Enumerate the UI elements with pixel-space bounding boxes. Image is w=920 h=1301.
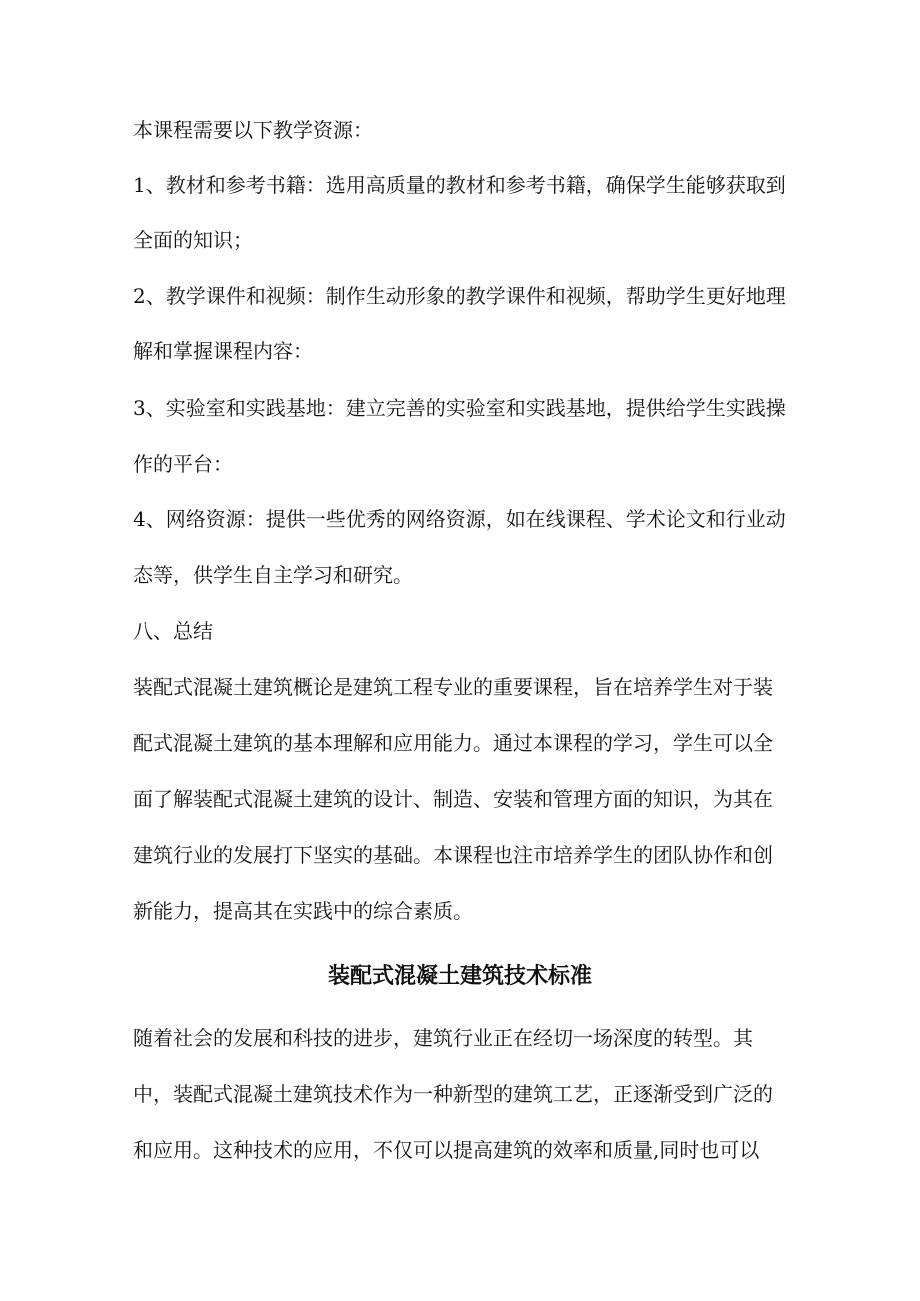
text-line: 3、实验室和实践基地：建立完善的实验室和实践基地，提供给学生实践操 xyxy=(133,396,786,420)
text-line: 态等，供学生自主学习和研究。 xyxy=(133,563,413,587)
text-line: 装配式混凝土建筑概论是建筑工程专业的重要课程，旨在培养学生对于装 xyxy=(133,675,773,699)
text-line: 4、网络资源：提供一些优秀的网络资源，如在线课程、学术论文和行业动 xyxy=(133,507,786,531)
text-line: 新能力，提高其在实践中的综合素质。 xyxy=(133,899,473,923)
text-line: 作的平台： xyxy=(133,452,233,476)
section-heading: 八、总结 xyxy=(133,619,213,643)
text-line: 面了解装配式混凝土建筑的设计、制造、安装和管理方面的知识，为其在 xyxy=(133,787,773,811)
text-line: 建筑行业的发展打下坚实的基础。本课程也注市培养学生的团队协作和创 xyxy=(133,843,773,867)
text-line: 随着社会的发展和科技的进步，建筑行业正在经切一场深度的转型。其 xyxy=(133,1026,753,1050)
text-line: 和应用。这种技术的应用，不仅可以提高建筑的效率和质量,同时也可以 xyxy=(133,1138,760,1162)
text-line: 中，装配式混凝土建筑技术作为一种新型的建筑工艺，正逐渐受到广泛的 xyxy=(133,1082,773,1106)
text-line: 1、教材和参考书籍：选用高质量的教材和参考书籍，确保学生能够获取到 xyxy=(133,173,786,197)
document-title: 装配式混凝土建筑技术标准 xyxy=(327,964,592,989)
text-line: 2、教学课件和视频：制作生动形象的教学课件和视频，帮助学生更好地理 xyxy=(133,284,786,308)
text-line: 配式混凝土建筑的基本理解和应用能力。通过本课程的学习，学生可以全 xyxy=(133,731,773,755)
text-line: 本课程需要以下教学资源： xyxy=(133,118,373,142)
text-line: 全面的知识； xyxy=(133,228,253,252)
text-line: 解和掌握课程内容： xyxy=(133,339,313,363)
